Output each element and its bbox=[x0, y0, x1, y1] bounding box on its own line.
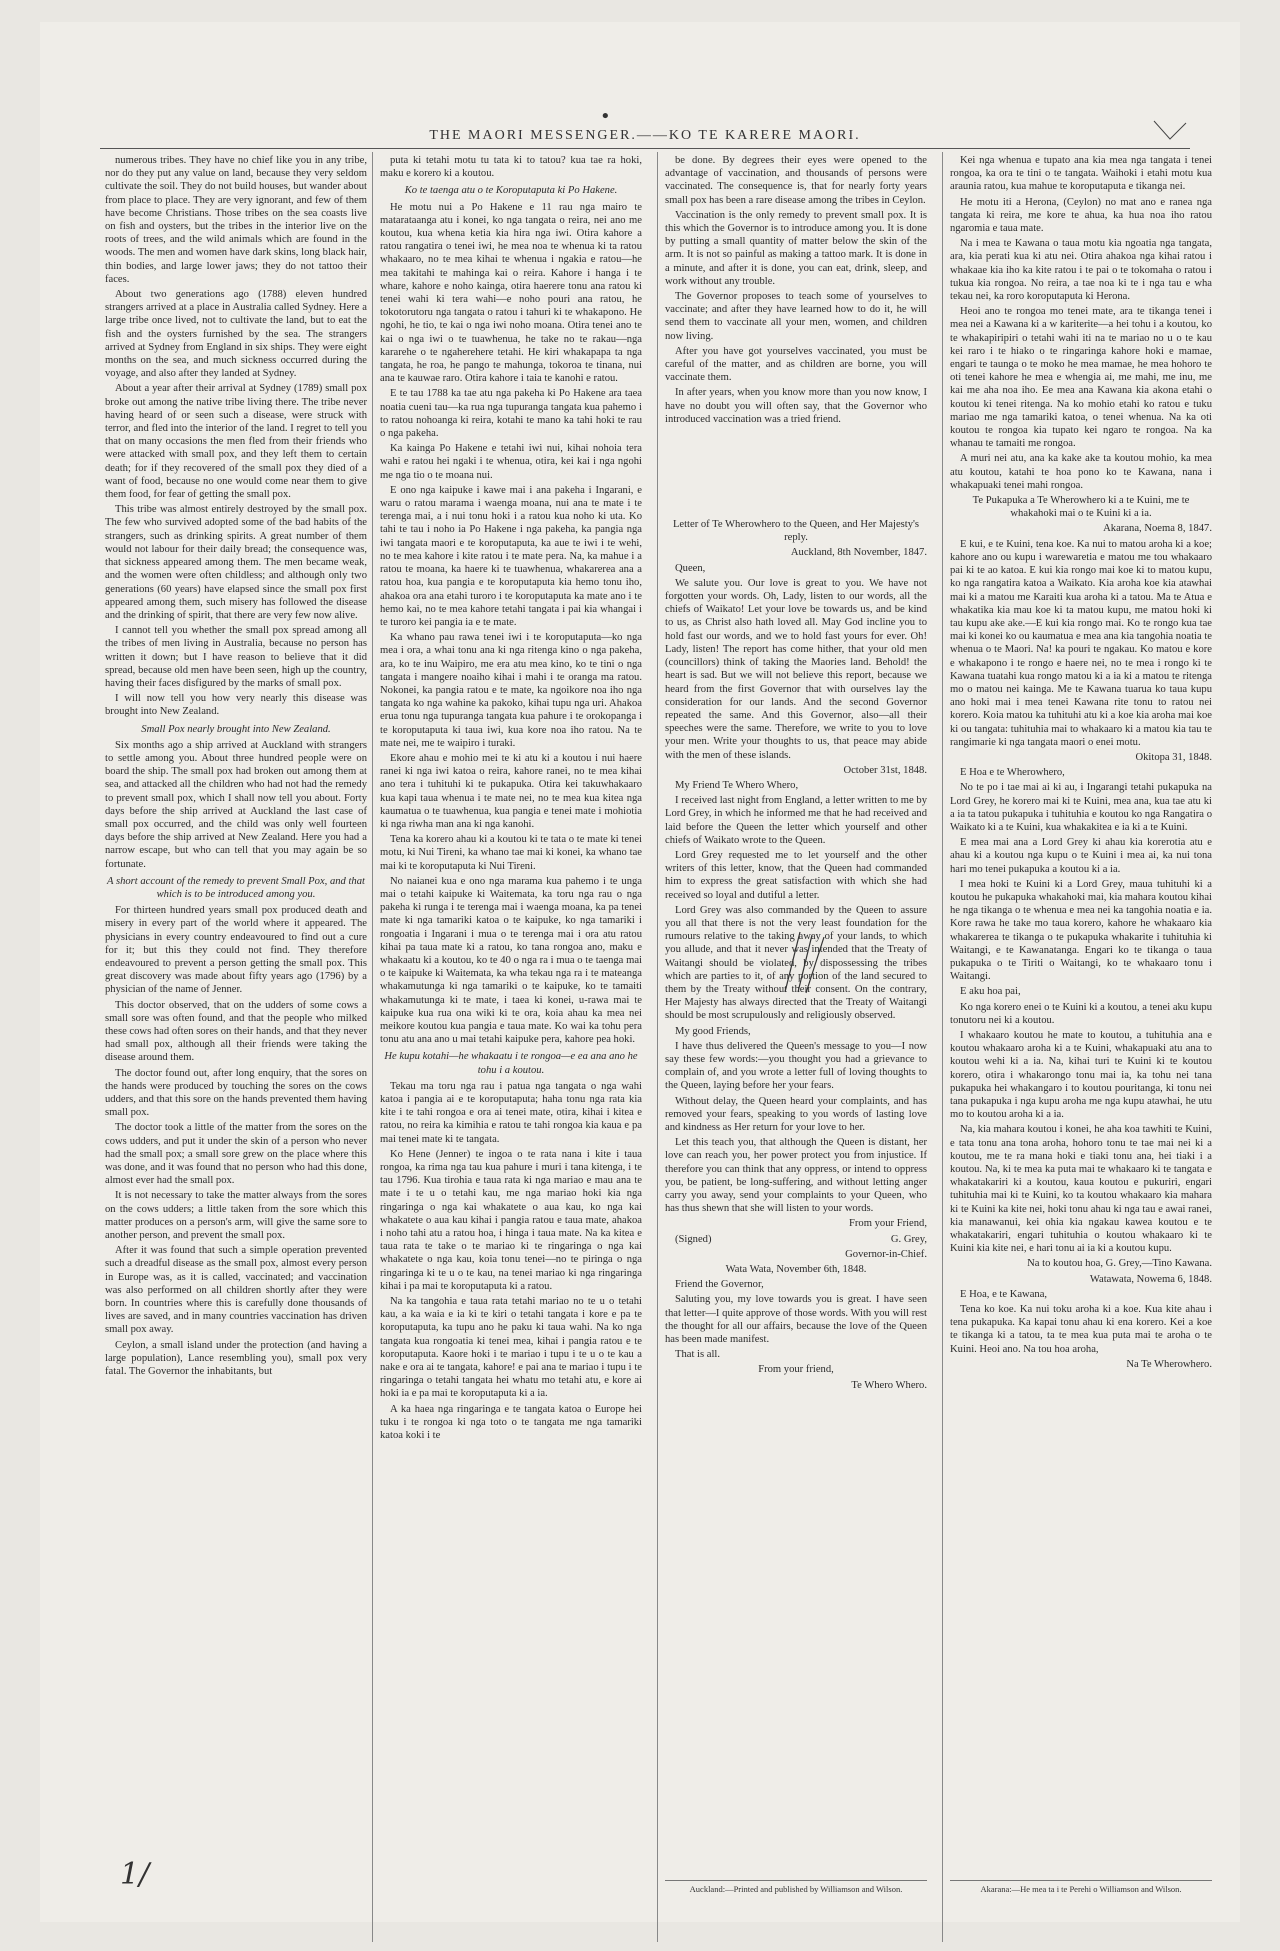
paragraph: numerous tribes. They have no chief like you in any tribe, nor do they put any value on land, because they very seldom cultivate the soil. They do not build houses, but wander about from place to place. They are very ignorant, and few of them have become Christians. Those tribes on the sea coasts live on fish and oysters, but the tribes in the interior live on the roots of trees, and the wild animals which are found in the woods. The men and women have dark skins, long black hair, thin bodies, and large lower jaws; they do not tattoo their faces. bbox=[105, 155, 367, 285]
section-heading: Ko te taenga atu o te Koroputaputa ki Po Hakene. bbox=[404, 185, 618, 197]
signature-title: Governor-in-Chief. bbox=[845, 1248, 927, 1260]
paragraph: Ekore ahau e mohio mei te ki atu ki a koutou i nui haere ranei ki nga iwi katoa o reira, kahore ranei, no te mea kihai ano tera i tuhituhi ki te pukapuka. Otira kei takuwhakaaro kua kapi taua whenua i te mate nei, no te mea kua kitea nga kaumatua o te tuawhenua, kua pangia e tenei mate i mohiotia ki nga riwha man ana ki nga kanohi. bbox=[380, 752, 642, 830]
column-rule-3 bbox=[942, 152, 943, 1942]
reply-date: October 31st, 1848. bbox=[843, 764, 927, 776]
blank-space bbox=[665, 428, 927, 518]
paragraph: Tena ko koe. Ka nui toku aroha ki a koe. Kua kite ahau i tena pukapuka. Ka kapai tonu ahau ki ena korero. Kei a koe te tikanga ki a tatou, ta te mea kua puta mai te aroha o te Kuini. Heoi ano. Na tou hoa aroha, bbox=[950, 1304, 1212, 1355]
paragraph: be done. By degrees their eyes were opened to the advantage of vaccination, and thousands of persons were vaccinated. The consequence is, that for nearly forty years small pox has been a rare disease among the tribes in Ceylon. bbox=[665, 155, 927, 206]
paragraph: Ceylon, a small island under the protection (and having a large population), Lance resembling you), small pox very fatal. The Governor the inhabitants, but bbox=[105, 1339, 367, 1378]
colophon-rule bbox=[950, 1880, 1212, 1881]
signature-name: Te Whero Whero. bbox=[851, 1379, 927, 1391]
paragraph: This tribe was almost entirely destroyed by the small pox. The few who survived adopted some of the bad habits of the strangers, such as drinking spirits. A great number of them would not labour for their daily bread; the consequence was, that sickness appeared among them. The men became weak, and the women were often childless; and although only two generations (60 years) have elapsed since the small pox first appeared among them, such misery has followed the disease and the drinking of spirit, that there are very few now alive. bbox=[105, 504, 367, 621]
handwritten-page-mark: 1/ bbox=[120, 1857, 150, 1892]
signature-name: Na to koutou hoa, G. Grey,—Tino Kawana. bbox=[1027, 1258, 1212, 1270]
colophon-maori: Akarana:—He mea ta i te Perehi o Williamson and Wilson. bbox=[980, 1884, 1182, 1894]
column-4-maori bbox=[950, 154, 1212, 1944]
signature-name: G. Grey, bbox=[890, 1233, 927, 1245]
paragraph: Kei nga whenua e tupato ana kia mea nga tangata i tenei rongoa, ka ora te tini o te tangata. Waihoki i etahi motu kua araunia ratou, kua mahue te koroputaputa e tikanga nei. bbox=[950, 155, 1212, 193]
wata-date: Wata Wata, November 6th, 1848. bbox=[725, 1264, 867, 1276]
masthead: THE MAORI MESSENGER.——KO TE KARERE MAORI. bbox=[429, 128, 861, 143]
paragraph: A ka haea nga ringaringa e te tangata katoa o Europe hei tuku i te rongoa ki nga toto o te tangata me nga tamariki katoa koki i te bbox=[380, 1403, 642, 1442]
letter-place-date: Akarana, Noema 8, 1847. bbox=[1103, 523, 1212, 535]
wata-salutation: E Hoa, e te Kawana, bbox=[960, 1288, 1048, 1300]
paragraph: After it was found that such a simple operation prevented such a dreadful disease as the small pox, almost every person in Europe was, as it is called, vaccinated; and vaccination was also performed on all children shortly after they were born. In countries where this is carefully done thousands of lives are saved, and in many countries vaccination has driven small pox away. bbox=[105, 1245, 367, 1336]
paragraph: A muri nei atu, ana ka kake ake ta koutou mohio, ka mea atu koutou, katahi te hoa pono ko te Kawana, nana i whakapuaki tenei mahi rongoa. bbox=[950, 453, 1212, 491]
wata-salutation: Friend the Governor, bbox=[675, 1279, 764, 1291]
paragraph: I received last night from England, a letter written to me by Lord Grey, in which he informed me that he had received and laid before the Queen the letter which yourself and other chiefs of Waikato wrote to the Queen. bbox=[665, 795, 927, 846]
paragraph: No te po i tae mai ai ki au, i Ingarangi tetahi pukapuka na Lord Grey, he korero mai ki te Kuini, mea ana, kua tae atu ki a ia ta tatou pukapuka i tuhituhia e koutou ko nga Rangatira o Waikato ki a te Kuini, kua whakakitea e ia ki a te Kuini. bbox=[950, 782, 1212, 833]
paragraph: Saluting you, my love towards you is great. I have seen that letter—I quite approve of those words. With you will rest the thought for all our affairs, because the love of the Queen has been made manifest. bbox=[665, 1294, 927, 1346]
reply-salutation: My Friend Te Whero Whero, bbox=[675, 779, 799, 791]
column-1-english bbox=[105, 154, 367, 1944]
paragraph: I cannot tell you whether the small pox spread among all the tribes of men living in Australia, because no person has written it down; but I have reason to believe that it did spread, because old men have been seen, high up the country, having their faces disfigured by the marks of small pox. bbox=[105, 625, 367, 689]
signature-line bbox=[665, 1233, 927, 1246]
paragraph: Ko Hene (Jenner) te ingoa o te rata nana i kite i taua rongoa, ka rima nga tau kua pahure i muri i tana kitenga, i te tau 1796. Kua tirohia e taua rata ki nga mariao e mau ana te mate i te u o tetahi kau, me nga mariao hoki kia nga ringaringa o nga kai whakatete o aua kau, ko nga kai whakatete o aua kau kihai i pangia ratou e taua mate, ahakoa i noho tahi atu a ratou hoa, i hinga i taua mate. Na ka kitea e taua rata te take o te mariao ki te ringaringa o nga kai whakatete o nga kau, koia tonu tenei—no te piringa o nga ringaringa ki te u o te kau, na tenei mariao ki nga ringaringa kihai i pa mai te koroputaputa ki a ratou. bbox=[380, 1148, 642, 1292]
signature-name: Na Te Wherowhero. bbox=[1126, 1358, 1212, 1370]
paragraph: In after years, when you know more than you now know, I have no doubt you will often say, that the Governor who introduced vaccination was a tried friend. bbox=[665, 387, 927, 425]
paragraph: He motu nui a Po Hakene e 11 rau nga mairo te matarataanga atu i konei, ko nga tangata o reira, nei ano me koutou, kua whena ketia kia hira nga iwi. Otira kahore a ratou rangatira o tenei iwi, he mea noa te whenua ki ta ratou whakaaro, no te mea kihai te whenua i ngakia e ratou—he mea takitahi te mahinga kai o reira. Kahore i hanga i te whare, kahore e noho kainga, otira haerere tonu ana ratou ki tenei wahi ki tera wahi—e noho pouri ana ratou, he tokotorutoru nga tangata o ratou i tahuri ki te whakapono. He ngohi, he tio, te kai o nga iwi noho moana. Otira tenei ano te kai o nga iwi o te tuawhenua, he take no te rakau—nga kararehe o te ngaherehere tetahi. He kiri whakapapa ta nga tangata, he roa, he pango te mahunga, tokoroa te tinana, nui ana te kauwae raro. Otira kahore i taia te kanohi e ratou. bbox=[380, 201, 642, 385]
colophon-english: Auckland:—Printed and published by Williamson and Wilson. bbox=[689, 1884, 903, 1894]
paragraph: I whakaaro koutou he mate to koutou, a tuhituhia ana e koutou whakaaro aroha ki a te Kuini, whakapuaki atu ana to koutou wehi ki a ia. Na, kihai turi te Kuini ki te koutou korero, otira i whakarongo tonu mai ia, ka tohu nei tana pukapuka hei whakangaro i to koutou pouritanga, ki tonu nei tana pukapuka i nga kupu aroha me nga kupu atawhai, he utu mo to koutou aroha ki a ia. bbox=[950, 1030, 1212, 1121]
paragraph: No naianei kua e ono nga marama kua pahemo i te unga mai o tetahi kaipuke ki Waitemata, ka toru nga rau o nga pakeha ki runga i te terenga mai i waenga moana, ka pa tenei mate ki nga tamariki katoa o te kaipuke, ko nga tamariki i rongoatia i Ingarani i mua o te terenga mai i ora atu ratou kihai pa taua mate ki a ratou, ko tana rongoa ano, maku e whakaatu ki a koutou, ko te 40 o nga ra i mua o te taenga mai o te kaipuke ki Waitemata, ka wha tekau nga ra i te mateanga whakamutunga ki nga tamariki o te kaipuke, ko te tamaiti whakamutunga ki te mate, i taea ki konei, u-rawa mai te kaipuke kua rua ona wiki ki te ora, koia ahau ka mea nei meikore koutou kua pangia e taua mate. Ko wai ka tohu pera tonu atu ana ano u mai tetahi kaipuke pera, kahore pea hoki. bbox=[380, 875, 642, 1046]
column-rule-2 bbox=[657, 152, 658, 1942]
paragraph: E aku hoa pai, bbox=[960, 986, 1021, 998]
letter-place-date: Auckland, 8th November, 1847. bbox=[790, 547, 927, 559]
paragraph: E mea mai ana a Lord Grey ki ahau kia korerotia atu e ahau ki a koutou nga kupu o te Kuini i mea ai, ka nui tona hari mo tenei pukapuka a koutou ki a ia. bbox=[950, 837, 1212, 875]
handwritten-scribble bbox=[780, 927, 830, 997]
paragraph: Heoi ano te rongoa mo tenei mate, ara te tikanga tenei i mea nei a Kawana ki a w kariterite—a hei tohu i a koutou, ko te whakapiripiri o tetahi wahi iti na te mariao no u o te kau kei raro i te hiako o te ringaringa kahore hoki e mamae, engari te taunga o te moko he mea mamae, he mea hohoro te oti tenei kahore he mea e whengia ai, me mahi, me inu, me kai me aha noa iho. Ee mea ana Kawana kia akona etahi o koutou ki tenei ritenga. Na ko mohio etahi ko ratou e tuku mariao me nga tamariki katoa, o tenei whenua. Na ka oti koutou te rongoa kia tupato kei ngaro te rongoa. Na ka whanau te tamaiti me rongoa. bbox=[950, 306, 1212, 450]
paragraph: Tena ka korero ahau ki a koutou ki te tata o te mate ki tenei motu, ki Nui Tireni, ka whano tae mai ki konei, ka whano tae mai ki te koroputaputa ki Nui Tireni. bbox=[380, 834, 642, 872]
paragraph: Tekau ma toru nga rau i patua nga tangata o nga wahi katoa i pangia ai e te koroputaputa; haha tonu nga rata kia kite i te tahi rongoa e ora ai tenei mate, otira, kihai i kitea e ratou, no reira ka kimihia e ratou te tahi rongoa kia kaua e pa mai tenei mate ki te tangata. bbox=[380, 1080, 642, 1145]
paragraph: Lord Grey was also commanded by the Queen to assure you all that there is not the very least foundation for the rumours relative to the taking away of your lands, to which you allude, and that it never was intended that the Treaty of Waitangi should be violated, by dispossessing the tribes which are parties to it, of any portion of the land secured to them by the Treaty without their consent. On the contrary, Her Majesty has always directed that the Treaty of Waitangi should be most scrupulously and religiously observed. bbox=[665, 904, 927, 1022]
section-heading: He kupu kotahi—he whakaatu i te rongoa—e ea ana ano he tohu i a koutou. bbox=[384, 1051, 638, 1076]
section-heading: A short account of the remedy to prevent Small Pox, and that which is to be introduced among you. bbox=[107, 875, 365, 900]
reply-date: Okitopa 31, 1848. bbox=[1135, 751, 1212, 763]
paragraph: I will now tell you how very nearly this disease was brought into New Zealand. bbox=[105, 693, 367, 718]
paragraph: Let this teach you, that although the Queen is distant, her love can reach you, her power protect you from injustice. If therefore you can think that any oppress, or intend to oppress you, be patient, be long-suffering, and without letting anger carry you away, send your complaints to your Queen, who has thus shewn that she will listen to your words. bbox=[665, 1137, 927, 1215]
paragraph: That is all. bbox=[675, 1349, 721, 1361]
paragraph: Vaccination is the only remedy to prevent small pox. It is this which the Governor is to introduce among you. It is done by putting a small quantity of matter below the skin of the arm. It is not so painful as making a tattoo mark. It is done in a minute, and after it is done, you can eat, drink, sleep, and work without any trouble. bbox=[665, 209, 927, 287]
paragraph: Na i mea te Kawana o taua motu kia ngoatia nga tangata, ara, kia perati kua ki atu nei. Otira ahakoa nga kihai ratou i whakaae kia iho ka kite ratou i te pai o te tokomaha o ratou i tukua kia rongoa. No reira, a tae noa ki te i nga tau e wha tekau nei, ka roro koroputaputa ki Herona. bbox=[950, 238, 1212, 303]
paragraph: My good Friends, bbox=[675, 1025, 751, 1037]
paragraph: Lord Grey requested me to let yourself and the other writers of this letter, know, that the Queen had commanded him to express the great satisfaction with which she had received so loyal and dutiful a letter. bbox=[665, 849, 927, 901]
paragraph: He motu iti a Herona, (Ceylon) no mat ano e ranea nga tangata ki reira, me kore te ahua, ka hua noa iho ratou ngaromia e taua mate. bbox=[950, 196, 1212, 235]
letter-title: Letter of Te Wherowhero to the Queen, and Her Majesty's reply. bbox=[672, 519, 920, 544]
paragraph: Ka kainga Po Hakene e tetahi iwi nui, kihai nohoia tera wahi e ratou hei ngaki i te whenua, otira, kei kai i nga ngohi me nga tio o te moana nui. bbox=[380, 443, 642, 481]
stray-dot: • bbox=[600, 106, 611, 127]
paragraph: puta ki tetahi motu tu tata ki to tatou? kua tae ra hoki, maku e korero ki a koutou. bbox=[380, 155, 642, 180]
corner-scribble bbox=[1150, 117, 1190, 147]
paragraph: The doctor found out, after long enquiry, that the sores on the hands were produced by touching the sores on the cows udders, and that this sore on the hands prevented them having small pox. bbox=[105, 1067, 367, 1119]
letter-title: Te Pukapuka a Te Wherowhero ki a te Kuini, me te whakahoki mai o te Kuini ki a ia. bbox=[972, 495, 1190, 520]
colophon-rule bbox=[665, 1880, 927, 1881]
closing: From your friend, bbox=[758, 1364, 834, 1376]
paragraph: Without delay, the Queen heard your complaints, and has removed your fears, speaking to you words of lasting love and kindness as Her return for your love to her. bbox=[665, 1095, 927, 1133]
section-heading: Small Pox nearly brought into New Zealand. bbox=[141, 723, 331, 735]
paragraph: This doctor observed, that on the udders of some cows a small sore was often found, and that the people who milked these cows had often sores on their hands, and that they never had small pox, although all their friends were taking the disease around them. bbox=[105, 999, 367, 1064]
letter-body: We salute you. Our love is great to you. We have not forgotten your words. Oh, Lady, listen to our words, all the chiefs of Waikato! Let your love be towards us, and be kind to us, as Christ also hath loved all. May God incline you to hold fast our words, and we to hold fast yours for ever. Oh! Lady, listen! The report has come hither, that your old men (councillors) think of taking the Maories land. Behold! the heart is sad. But we will not believe this report, because we heard from the first Governor that with ourselves lay the consideration for our lands. And the second Governor repeated the same. And this Governor, also—all their speeches were the same. Therefore, we write to you to love your men. Write your thoughts to us, that peace may abide with the men of these islands. bbox=[665, 577, 927, 761]
paragraph: For thirteen hundred years small pox produced death and misery in every part of the world where it appeared. The physicians in every country endeavoured to find out a cure for it; but this they could not find. They therefore endeavoured to prevent a person getting the small pox. This great discovery was made about fifty years ago (1796) by a physician of the name of Jenner. bbox=[105, 905, 367, 996]
paragraph: I mea hoki te Kuini ki a Lord Grey, maua tuhituhi ki a koutou he pukapuka whakahoki mai, kia mahara koutou kihai he nga tikanga o te whenua e mea nei ka tangohia noatia e ia. Kore rawa he take mo taua korero, kahore he whakaaro kia whakarerea te tikanga o te pukapuka whakarite i tuhituhia ki Waitangi, e te Kawanatanga. Engari ko te tikanga o taua pukapuka o te Tiriti o Waitangi, ko te whakaaro tonu i Waitangi. bbox=[950, 878, 1212, 983]
letter-body: E kui, e te Kuini, tena koe. Ka nui to matou aroha ki a koe; kahore ano ou kupu i warewaretia e matou me tou whakaaro pai ki te ao katoa. E kui kia rongo mai koe ki to matou kupu, ko nga rangatira katoa a Waikato. Kia aroha koe kia atawhai mai ki a matou me Karaiti kua aroha ki a tatou. Ma te Atua e whakatika kia mau koe ki ta matou kupu, me matou hoki ki tau kupu ake ake.—E kui kia rongo mai. Ko te rongo kua tae mai ki konei ko ou kaumatua e mea ana kia tangohia noatia te whenua o te Maori. Na! ka pouri te ngakau. Ko matou e kore e whakapono i te rongo e haere nei, no te mea i rongo ki te Kawana tuatahi kua rongo matou ki a ia ki a matou te ritenga mo o matou nei kainga. Me te Kawana tuarua ko taua kupu ano hoki mai i mea tenei Kawana rite tonu to ratou nei korero. Koia matou ka tuhituhi atu ki a koe kia aroha mai koe ki ou tangata: tuhituhia mai to whakaaro ki a matou kia tau te rangimarie ki nga tangata maori o enei motu. bbox=[950, 538, 1212, 748]
wata-date: Watawata, Nowema 6, 1848. bbox=[1089, 1273, 1212, 1285]
newspaper-page bbox=[40, 22, 1240, 1922]
paragraph: I have thus delivered the Queen's message to you—I now say these few words:—you thought you had a grievance to complain of, and you wrote a letter full of loving thoughts to the Queen, laying before her your fears. bbox=[665, 1040, 927, 1092]
paragraph: After you have got yourselves vaccinated, you must be careful of the matter, and as children are borne, you will vaccinate them. bbox=[665, 345, 927, 384]
paragraph: The doctor took a little of the matter from the sores on the cows udders, and put it under the skin of a person who never had the small pox; a small sore grew on the place where this was done, and it was found that no person who had this done, almost ever had the small pox. bbox=[105, 1122, 367, 1187]
column-3-english bbox=[665, 154, 927, 1391]
column-2-maori bbox=[380, 154, 642, 1944]
signed-label: (Signed) bbox=[675, 1233, 712, 1245]
paragraph: It is not necessary to take the matter always from the sores on the cows udders; a little taken from the sore which this matter produces on a person's arm, will give the same sore to another person, and prevent the small pox. bbox=[105, 1190, 367, 1242]
paragraph: Na ka tangohia e taua rata tetahi mariao no te u o tetahi kau, a ka waia e ia ki te kiri o tetahi tangata i kore e pa te koroputaputa, ka tupu ano he paku ki taua wahi. Na ko nga tangata kua rongoatia ki tenei mea, kihai i pangia ratou e te koroputaputa. Kaore hoki i te mariao i tupu i te u o te kau a nake e ora ai te tangata, kahore! e pai ana te mariao i tupu i te ringaringa o tetahi tangata hei whatu mo tetahi atu, e kore ai hoki ia e pa mai te koroputaputa ki a ia. bbox=[380, 1296, 642, 1400]
paragraph: Six months ago a ship arrived at Auckland with strangers to settle among you. About three hundred people were on board the ship. The small pox had broken out among them at sea, and attacked all the children who had not had the remedy to prevent small pox, which I shall now tell you about. Forty days before the ship arrived at Auckland the last case of small pox occurred, and the child was only well fourteen days before the ship arrived at New Zealand. Here you had a narrow escape, but who can tell that you may again be so fortunate. bbox=[105, 739, 367, 870]
paragraph: Na, kia mahara koutou i konei, he aha koa tawhiti te Kuini, e tata tonu ana tona aroha, hohoro tonu te tae mai nei ki a koutou, me te ra mana hoki e tiaki tonu ana, hei tiaki i a koutou. Na, ki te mea ka puta mai te whakaaro ki te tangata e whakatakariri ki a koutou, kaua koutou e pukuriri, engari tuhituhia mai ki te Kuini, ko ta koutou whakaaro kia mahara ki te Kuini ka kite nei, hoki tonu ahau ki nga tau e awai ranei, kia manawanui, kei ohia kia ngakau kawea koutou e te whakatakariri, engari tuhituhia o koutou whakaaro ki te Kuini kia kite nei, e hari tonu ai ia ki a koutou kupu. bbox=[950, 1124, 1212, 1255]
paragraph: Ko nga korero enei o te Kuini ki a koutou, a tenei aku kupu tonutoru nei ki a koutou. bbox=[950, 1001, 1212, 1026]
paragraph: E ono nga kaipuke i kawe mai i ana pakeha i Ingarani, e waru o ratou marama i waenga moana, nui ana te mate i te terenga mai, a i nui tonu hoki i a ratou kua noho ki uta. Ko tahi te tau i noho ia Po Hakene i nga pakeha, ka pangia nga iwi tangata maori e te koroputaputa, ka aue te iwi i te wehi, no te mea kahore i kite ratou i te mate pera. Na, ka mahue i a ratou te moana, ka haere ki te tuawhenua, whakarerea ana a ratou hoa, kua pangia e te koroputaputa kia hemo tonu iho, ahakoa ora ana etahi turoro i te koroputaputa ka mate ano i te hemo kai, no te mea kahore tetahi tangata i pai kia whangai i te turoro kei pangia ia e te mate. bbox=[380, 484, 642, 628]
reply-salutation: E Hoa e te Wherowhero, bbox=[960, 767, 1065, 779]
letter-salutation: Queen, bbox=[675, 562, 706, 574]
paragraph: Ka whano pau rawa tenei iwi i te koroputaputa—ko nga mea i ora, a whai tonu ana ki nga ritenga kino o nga pakeha, ara, ko te inu Waipiro, me era atu mea kino, ko te tini o nga tangata i mangere noaiho kihai i mahi i te oranga ma ratou. Nokonei, ka pangia ratou e te mate, ka ngoikore noa iho nga tangata ko nga wahine ka pakoko, kihai tupu nga uri. Ahakoa erua tonu nga tupuranga tangata kua pahure i te orokopanga i te koroputaputa ki taua iwi, kua kore noa iho ratou. Na te mate nei, me te waipiro i turaki. bbox=[380, 632, 642, 749]
paragraph: About two generations ago (1788) eleven hundred strangers arrived at a place in Australia called Sydney. Here a large tribe once lived, not to cultivate the land, but to eat the fish and the oysters furnished by the sea. The strangers arrived at Sydney from England in six ships. They were eight months on the sea, and much sickness occurred during the voyage, and also after they landed at Sydney. bbox=[105, 289, 367, 380]
paragraph: The Governor proposes to teach some of yourselves to vaccinate; and after they have learned how to do it, he will send them to vaccinate all your men, women, and children now living. bbox=[665, 291, 927, 342]
paragraph: About a year after their arrival at Sydney (1789) small pox broke out among the native tribe living there. The tribe never having heard of or seen such a disease, were struck with terror, and fled into the interior of the land. I regret to tell you that on many occasions the men fled from their friends who were attacked with small pox, and they left them to certain death; for if they recovered of the small pox they died of a want of food, because no one would come near them to give them food, for fear of getting the small pox. bbox=[105, 383, 367, 501]
column-rule-1 bbox=[372, 152, 373, 1942]
closing: From your Friend, bbox=[849, 1218, 927, 1230]
masthead-rule bbox=[100, 148, 1190, 149]
paragraph: E te tau 1788 ka tae atu nga pakeha ki Po Hakene ara taea noatia cueni tau—ka rua nga tupuranga tangata kua pahemo i to ratou nohoanga ki reira, kotahi te mano ka tahi hoki te rau o nga pakeha. bbox=[380, 388, 642, 440]
